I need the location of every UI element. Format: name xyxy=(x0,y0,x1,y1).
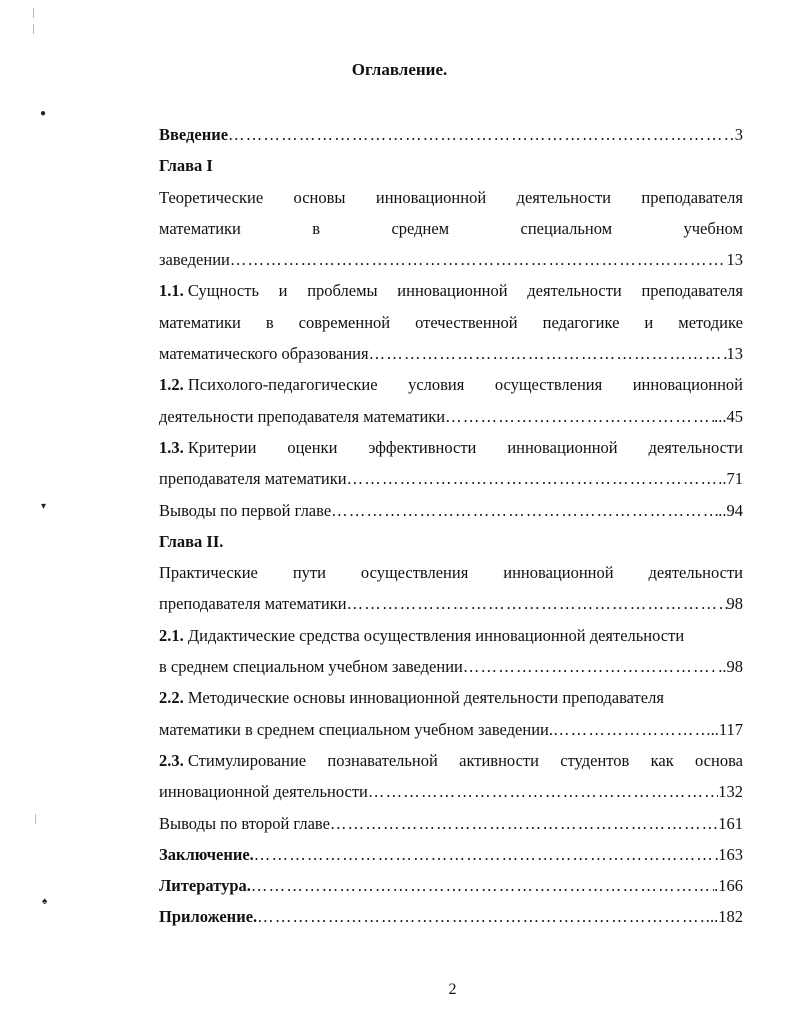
toc-page-number: 132 xyxy=(718,782,743,802)
toc-page-number: 163 xyxy=(718,844,743,864)
dot-leader xyxy=(257,901,710,932)
chapter-heading: Глава I xyxy=(159,156,213,176)
section-title-line: 2.3. Стимулирование познавательной активности студентов как основа xyxy=(159,750,743,770)
toc-entry-chapter1[interactable]: заведении ………………………………………………………………………………………………………………………………………………………………………… 13 xyxy=(159,244,743,275)
toc-page-number: ...45 xyxy=(714,406,743,426)
toc-entry-intro[interactable] xyxy=(159,119,743,150)
dot-leader xyxy=(331,495,718,526)
toc-entry-conclusions-2[interactable]: Выводы по второй главе ………………………………………………………………………………………………………………………………………………………………………… 161 xyxy=(159,808,743,839)
chapter-title-line: математики в среднем специальном учебном xyxy=(159,218,743,238)
scan-artifact xyxy=(33,8,34,18)
toc-entry-literature[interactable]: Литература. ………………………………………………………………………………………………………………………………………………………………………… .166 xyxy=(159,870,743,901)
section-title-line: математики в современной отечественной педагогике и методике xyxy=(159,312,743,332)
dot-leader xyxy=(368,776,718,807)
toc-page-number: ..117 xyxy=(710,719,743,739)
toc-entry-section-2-1[interactable]: в среднем специальном учебном заведении ………………………………………………………………………………………………………………………………………………………………………… ..98 xyxy=(159,651,743,682)
section-title-line: 1.3. Критерии оценки эффективности инновационной деятельности xyxy=(159,437,743,457)
bullet-mark-icon: ♠ xyxy=(42,896,48,907)
toc-page-number: 161 xyxy=(718,813,743,833)
chapter-title-line: Теоретические основы инновационной деятельности преподавателя xyxy=(159,187,743,207)
scan-artifact xyxy=(33,24,34,34)
chapter-title-line: Практические пути осуществления инновационной деятельности xyxy=(159,563,743,583)
section-title-line: 1.1. Сущность и проблемы инновационной деятельности преподавателя xyxy=(159,281,743,301)
dot-leader xyxy=(330,808,718,839)
toc-page-number: 3 xyxy=(734,125,743,144)
toc-page-number: ..182 xyxy=(710,907,743,927)
toc-page-number: ..98 xyxy=(718,657,743,677)
toc-entry-conclusions-1[interactable]: Выводы по первой главе ………………………………………………………………………………………………………………………………………………………………………… ..94 xyxy=(159,495,743,526)
page-number: 2 xyxy=(448,981,457,998)
dot-leader xyxy=(369,338,727,369)
toc-entry-label: Введение xyxy=(159,125,229,144)
toc-page-number: 13 xyxy=(726,344,743,364)
toc-page-number: 98 xyxy=(726,594,743,614)
table-of-contents xyxy=(159,119,743,933)
dot-leader xyxy=(254,839,718,870)
toc-entry-appendix[interactable]: Приложение. ………………………………………………………………………………………………………………………………………………………………………… ..182 xyxy=(159,901,743,932)
toc-entry-section-2-2[interactable]: математики в среднем специальном учебном заведении. ………………………………………………………………………………………………………………………………………………………………………… ..117 xyxy=(159,714,743,745)
toc-page-number: .166 xyxy=(714,876,743,896)
toc-entry-section-1-2[interactable]: деятельности преподавателя математики ………………………………………………………………………………………………………………………………………………………………………… ...45 xyxy=(159,401,743,432)
dot-leader xyxy=(445,401,714,432)
dot-leader xyxy=(347,588,727,619)
page-title: Оглавление. xyxy=(351,60,448,79)
dot-leader xyxy=(251,870,714,901)
triangle-mark-icon: ▾ xyxy=(41,501,47,512)
dot-leader xyxy=(230,244,727,275)
toc-entry-section-1-1[interactable]: математического образования ………………………………………………………………………………………………………………………………………………………………………… 13 xyxy=(159,338,743,369)
dot-leader xyxy=(553,714,711,745)
section-title-line: 2.2. Методические основы инновационной деятельности преподавателя xyxy=(159,688,664,708)
chapter-heading: Глава II. xyxy=(159,531,224,551)
toc-entry-section-2-3[interactable]: инновационной деятельности ………………………………………………………………………………………………………………………………………………………………………… 132 xyxy=(159,776,743,807)
section-title-line: 1.2. Психолого-педагогические условия осуществления инновационной xyxy=(159,375,743,395)
dot-leader xyxy=(463,651,718,682)
toc-entry-section-1-3[interactable]: преподавателя математики ………………………………………………………………………………………………………………………………………………………………………… ..71 xyxy=(159,463,743,494)
scan-artifact xyxy=(35,814,36,824)
toc-page-number: ..71 xyxy=(718,469,743,489)
dot-leader xyxy=(347,463,719,494)
section-title-line: 2.1. Дидактические средства осуществления инновационной деятельности xyxy=(159,625,685,645)
toc-entry-conclusion[interactable]: Заключение. ………………………………………………………………………………………………………………………………………………………………………… 163 xyxy=(159,839,743,870)
toc-page-number: ..94 xyxy=(718,500,743,520)
bullet-mark-icon: ● xyxy=(40,108,47,119)
toc-page-number: 13 xyxy=(726,250,743,270)
toc-entry-chapter2[interactable]: преподавателя математики ………………………………………………………………………………………………………………………………………………………………………… 98 xyxy=(159,588,743,619)
dot-leader xyxy=(228,119,732,150)
